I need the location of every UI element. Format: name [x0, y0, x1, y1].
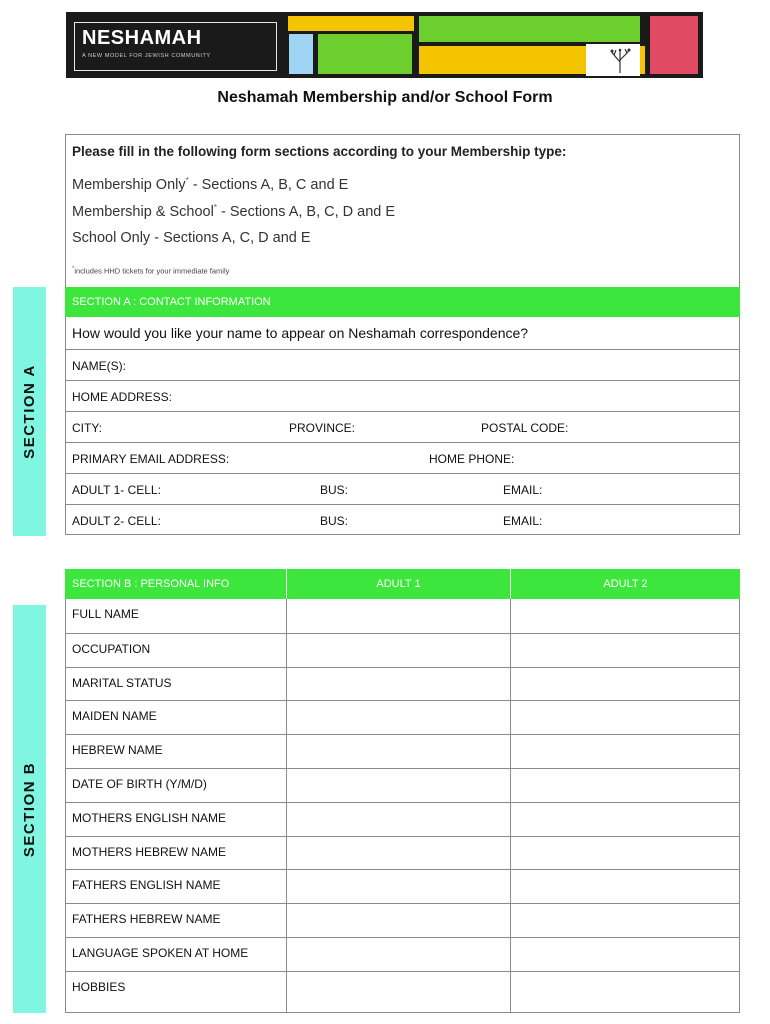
instruction-membership-only	[72, 176, 348, 193]
adult1-input-cell[interactable]	[286, 870, 510, 903]
section-b-tab	[13, 605, 46, 1013]
banner-block-green-top	[419, 16, 640, 42]
city-row[interactable]	[65, 411, 740, 442]
personal-info-label: FATHERS HEBREW NAME	[72, 912, 221, 927]
correspondence-question: How would you like your name to appear on Neshamah correspondence?	[72, 325, 529, 341]
personal-info-row	[65, 937, 740, 971]
names-label: NAME(S):	[72, 359, 126, 373]
home-phone-label: HOME PHONE:	[429, 452, 515, 466]
footnote-mark: *	[72, 266, 75, 272]
personal-info-label: MAIDEN NAME	[72, 709, 157, 724]
personal-info-label: FULL NAME	[72, 607, 139, 621]
adult2-email-label: EMAIL:	[503, 514, 543, 528]
logo-title: NESHAMAH	[82, 27, 202, 49]
adult2-contact-row[interactable]	[65, 504, 740, 535]
instruction-school-only: School Only - Sections A, C, D and E	[72, 230, 311, 246]
personal-info-label: MOTHERS HEBREW NAME	[72, 844, 227, 859]
adult1-input-cell[interactable]	[286, 599, 510, 633]
section-a-header: SECTION A : CONTACT INFORMATION	[65, 287, 740, 317]
adult2-input-cell[interactable]	[510, 972, 740, 1005]
adult1-input-cell[interactable]	[286, 803, 510, 836]
banner-block-light-blue	[289, 34, 313, 74]
adult1-input-cell[interactable]	[286, 634, 510, 667]
section-a-tab-label: SECTION A	[21, 364, 38, 459]
personal-info-row	[65, 700, 740, 734]
province-label: PROVINCE:	[289, 421, 356, 435]
personal-info-label: OCCUPATION	[72, 641, 151, 656]
adult2-input-cell[interactable]	[510, 769, 740, 802]
instruction-text: Membership Only	[72, 177, 186, 193]
personal-info-row	[65, 971, 740, 1005]
instruction-sections: - Sections A, B, C and E	[188, 177, 349, 193]
adult2-cell-label: ADULT 2- CELL:	[72, 514, 161, 528]
postal-code-label: POSTAL CODE:	[481, 421, 569, 435]
section-b-header: SECTION B : PERSONAL INFO	[65, 569, 286, 599]
instruction-sections: - Sections A, B, C, D and E	[216, 204, 396, 220]
adult2-input-cell[interactable]	[510, 668, 740, 701]
footnote	[72, 266, 229, 276]
adult1-input-cell[interactable]	[286, 668, 510, 701]
adult1-column-header: ADULT 1	[286, 569, 510, 599]
column-divider	[286, 599, 287, 1013]
footnote-text: includes HHD tickets for your immediate family	[74, 266, 230, 276]
banner-block-green-left	[318, 34, 412, 74]
adult2-column-header: ADULT 2	[510, 569, 740, 599]
adult1-input-cell[interactable]	[286, 972, 510, 1005]
adult2-input-cell[interactable]	[510, 904, 740, 937]
column-divider	[510, 599, 511, 1013]
personal-info-row	[65, 903, 740, 937]
tree-sketch-icon	[607, 46, 633, 74]
form-title: Neshamah Membership and/or School Form	[217, 89, 553, 106]
adult2-input-cell[interactable]	[510, 870, 740, 903]
personal-info-label: LANGUAGE SPOKEN AT HOME	[72, 946, 249, 960]
footnote-mark: *	[185, 176, 189, 185]
adult2-input-cell[interactable]	[510, 803, 740, 836]
home-address-label: HOME ADDRESS:	[72, 390, 173, 404]
adult2-input-cell[interactable]	[510, 735, 740, 768]
adult1-contact-row[interactable]	[65, 473, 740, 504]
correspondence-question-row	[65, 317, 740, 350]
instruction-membership-school	[72, 203, 395, 220]
adult1-input-cell[interactable]	[286, 769, 510, 802]
adult2-input-cell[interactable]	[510, 938, 740, 971]
personal-info-label: HOBBIES	[72, 979, 126, 994]
adult1-bus-label: BUS:	[320, 483, 349, 497]
personal-info-label: MOTHERS ENGLISH NAME	[72, 810, 227, 825]
section-a-tab	[13, 287, 46, 536]
adult1-input-cell[interactable]	[286, 701, 510, 734]
adult1-email-label: EMAIL:	[503, 483, 543, 497]
banner-block-yellow-left	[288, 16, 414, 31]
adult1-cell-label: ADULT 1- CELL:	[72, 483, 161, 497]
personal-info-label: DATE OF BIRTH (Y/M/D)	[72, 777, 207, 791]
adult2-input-cell[interactable]	[510, 634, 740, 667]
banner-block-pink	[650, 16, 698, 74]
city-label: CITY:	[72, 421, 103, 435]
personal-info-row	[65, 734, 740, 768]
primary-email-label: PRIMARY EMAIL ADDRESS:	[72, 452, 230, 466]
personal-info-label: FATHERS ENGLISH NAME	[72, 878, 221, 893]
adult2-input-cell[interactable]	[510, 599, 740, 633]
personal-info-row	[65, 599, 740, 633]
adult2-input-cell[interactable]	[510, 701, 740, 734]
personal-info-row	[65, 633, 740, 667]
email-phone-row[interactable]	[65, 442, 740, 473]
adult1-input-cell[interactable]	[286, 938, 510, 971]
adult2-input-cell[interactable]	[510, 837, 740, 870]
footnote-mark: *	[213, 203, 217, 212]
personal-info-row	[65, 869, 740, 903]
personal-info-label: MARITAL STATUS	[72, 675, 172, 690]
instruction-text: Membership & School	[72, 204, 214, 220]
home-address-row[interactable]	[65, 380, 740, 411]
adult1-input-cell[interactable]	[286, 904, 510, 937]
adult1-input-cell[interactable]	[286, 837, 510, 870]
logo-tagline: A NEW MODEL FOR JEWISH COMMUNITY	[82, 53, 211, 59]
adult2-bus-label: BUS:	[320, 514, 349, 528]
section-b-tab-label: SECTION B	[21, 761, 38, 857]
adult1-input-cell[interactable]	[286, 735, 510, 768]
personal-info-row	[65, 768, 740, 802]
personal-info-label: HEBREW NAME	[72, 743, 163, 758]
personal-info-row	[65, 836, 740, 870]
personal-info-row	[65, 667, 740, 701]
names-row[interactable]	[65, 349, 740, 380]
instructions-heading: Please fill in the following form sections according to your Membership type:	[72, 144, 567, 159]
personal-info-row	[65, 802, 740, 836]
